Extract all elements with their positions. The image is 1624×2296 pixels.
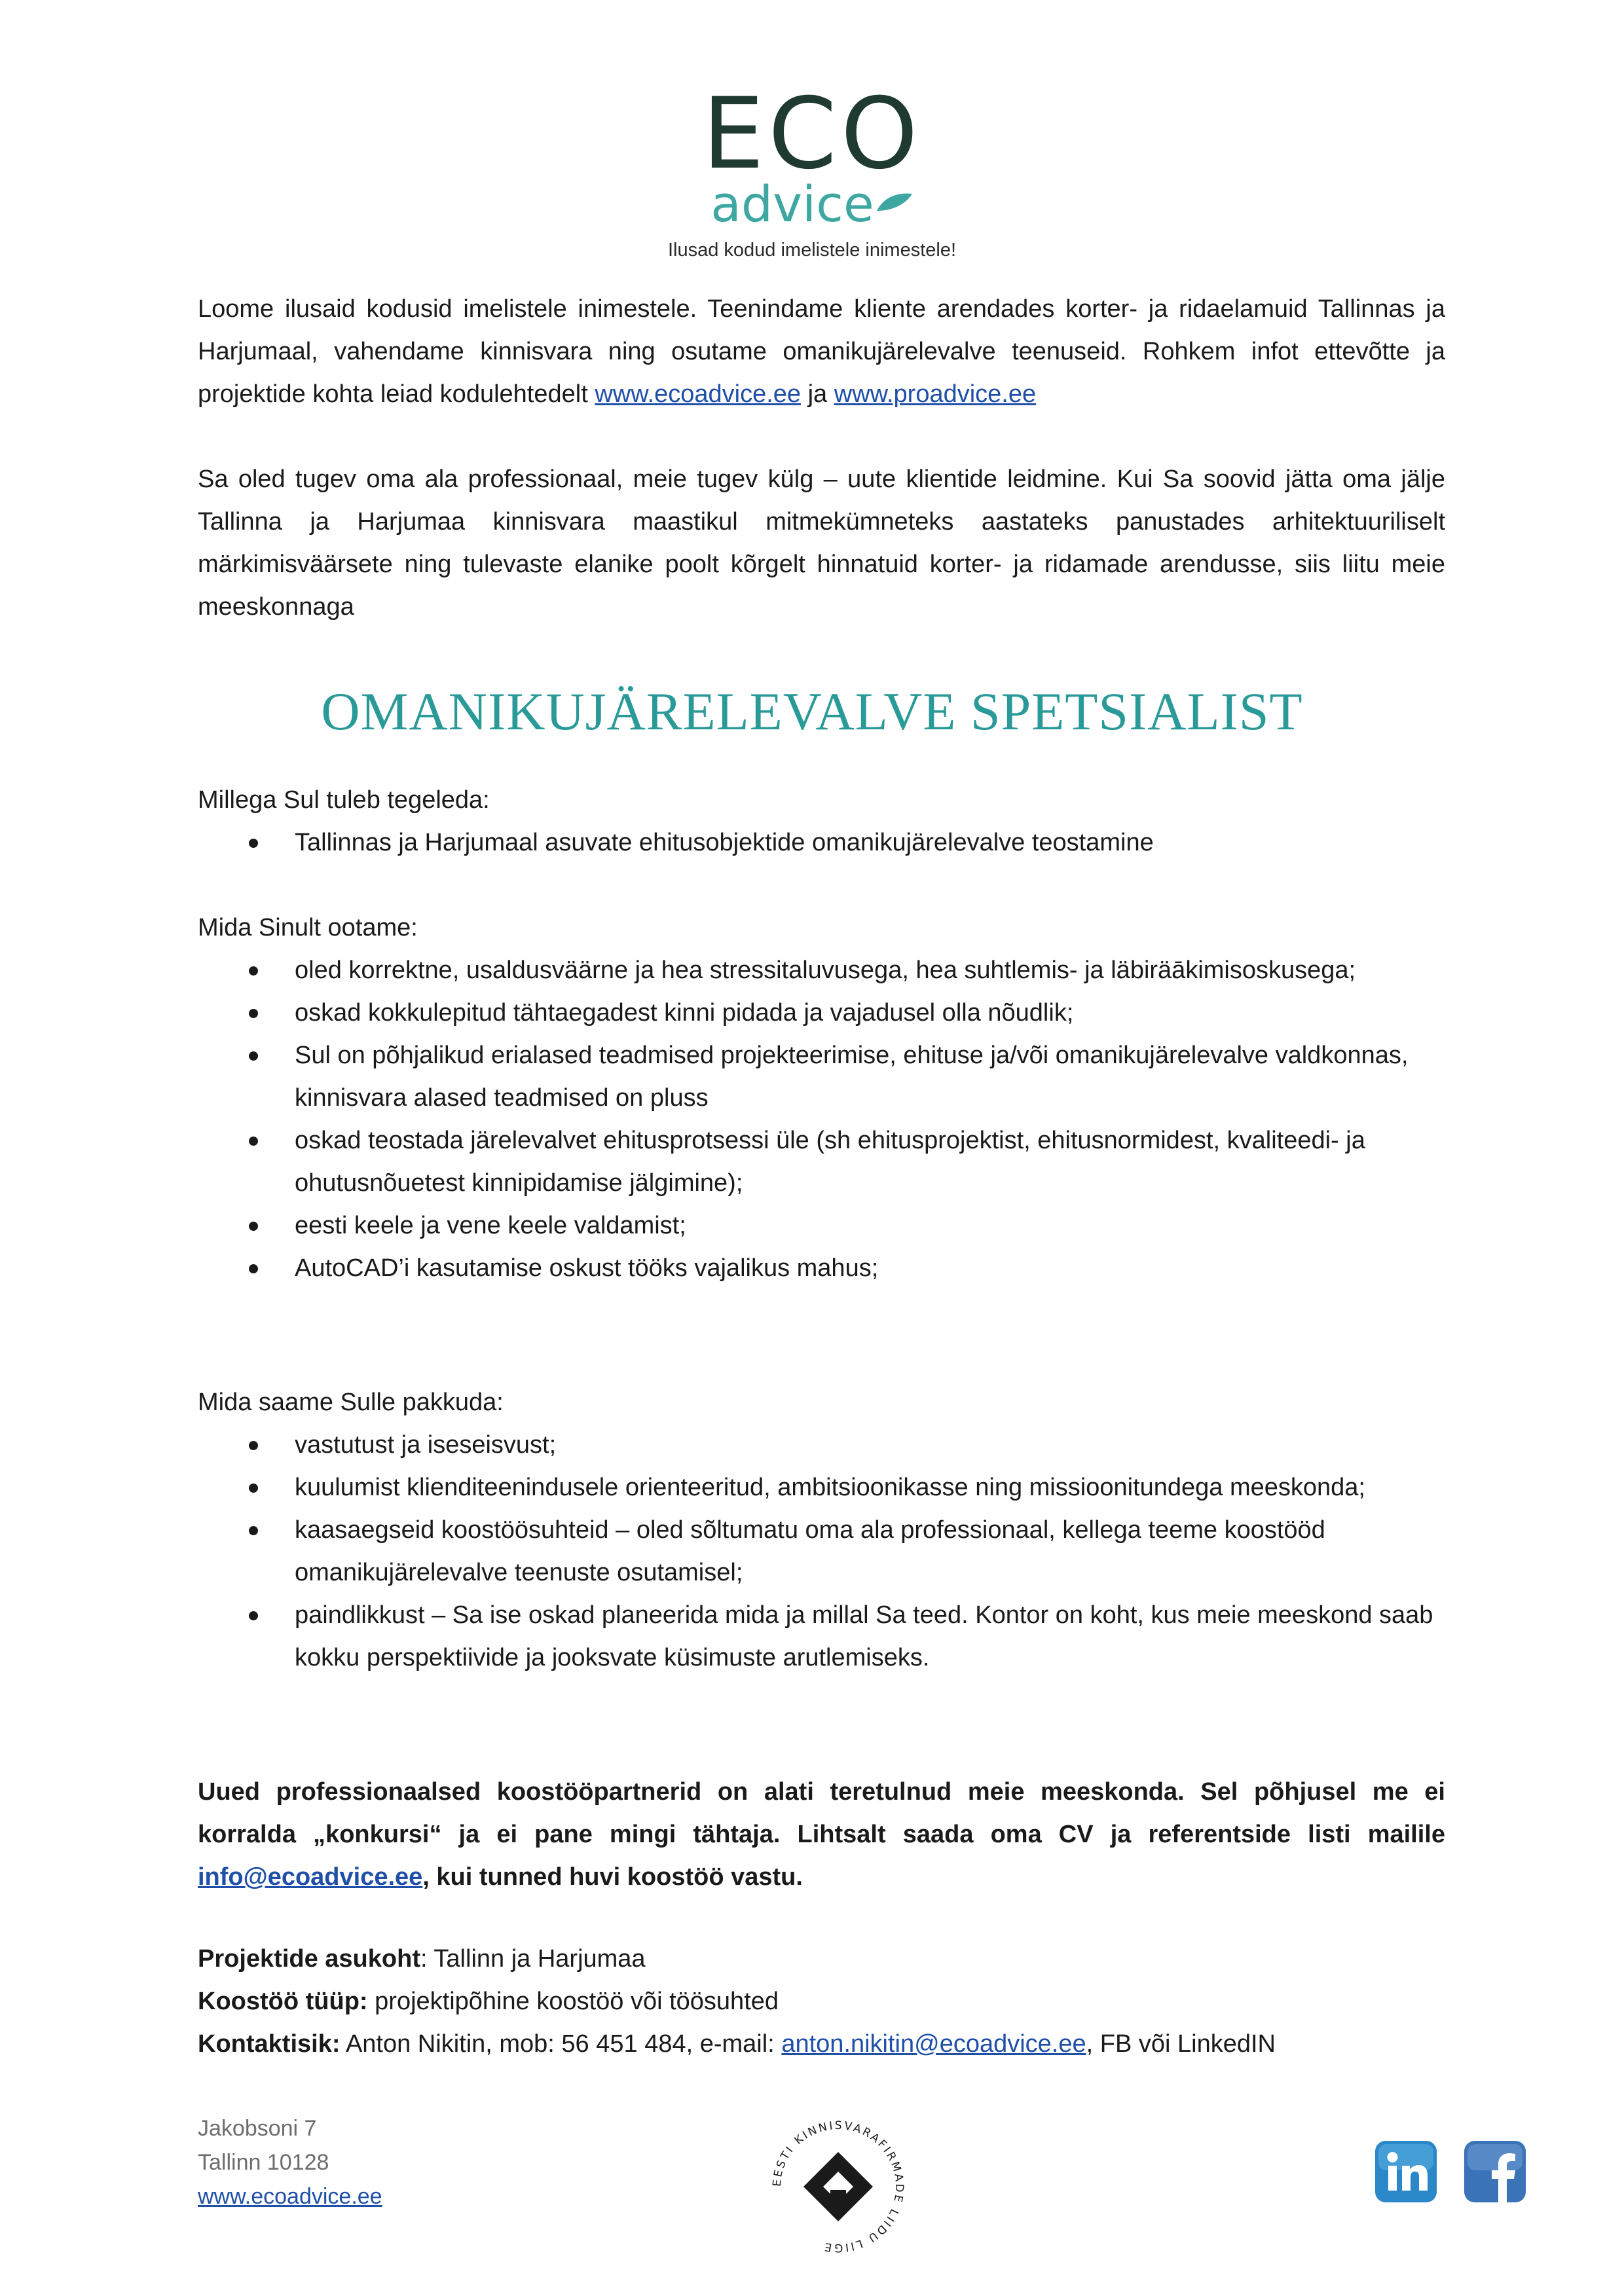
contact-value: Anton Nikitin, mob: 56 451 484, e-mail:	[340, 2030, 782, 2058]
location-value: Tallinn ja Harjumaa	[434, 1945, 646, 1973]
bullet-icon	[249, 1526, 258, 1535]
contact-tail: , FB või LinkedIN	[1086, 2030, 1276, 2058]
footer-street: Jakobsoni 7	[198, 2116, 317, 2141]
linkedin-icon[interactable]	[1374, 2140, 1438, 2204]
list-item-text: Tallinnas ja Harjumaal asuvate ehitusobjektide omanikujärelevalve teostamine	[295, 829, 1154, 856]
requirements-list	[198, 949, 1445, 1290]
list-item	[198, 992, 1445, 1034]
requirements-heading: Mida Sinult ootame:	[198, 914, 418, 941]
info-email-link[interactable]: info@ecoadvice.ee	[198, 1863, 423, 1891]
location-separator: :	[420, 1945, 434, 1973]
duties-heading: Millega Sul tuleb tegeleda:	[198, 786, 490, 814]
footer-city: Tallinn 10128	[198, 2150, 329, 2175]
list-item-text: oled korrektne, usaldusväärne ja hea stressitaluvusega, hea suhtlemis- ja läbiräākimisoskusega;	[295, 957, 1356, 984]
footer-website-link[interactable]: www.ecoadvice.ee	[198, 2184, 382, 2209]
list-item	[198, 1509, 1445, 1594]
bullet-icon	[249, 1484, 258, 1493]
list-item-text: oskad teostada järelevalvet ehitusprotsessi üle (sh ehitusprojektist, ehitusnormidest, kvaliteedi- ja ohutusnõuetest kinnipidamise jälgimine);	[295, 1127, 1365, 1197]
leaf-icon	[876, 192, 913, 212]
offer-list	[198, 1424, 1445, 1679]
list-item-text: vastutust ja iseseisvust;	[295, 1431, 557, 1459]
bullet-icon	[249, 1051, 258, 1061]
closing-paragraph	[198, 1771, 1445, 1899]
list-item	[198, 1424, 1445, 1467]
logo-advice-text	[710, 175, 913, 233]
list-item-text: paindlikkust – Sa ise oskad planeerida mida ja millal Sa teed. Kontor on koht, kus meie meeskond saab kokku perspektiivide ja jooksvate küsimuste arutlemiseks.	[295, 1601, 1433, 1671]
list-item	[198, 949, 1445, 992]
seal-text: EESTI KINNISVARAFIRMADE LIIDU LIIGE	[770, 2119, 906, 2255]
contact-label: Kontaktisik:	[198, 2030, 341, 2058]
logo-eco-text: ECO	[702, 77, 922, 191]
bullet-icon	[249, 1611, 258, 1620]
type-value: projektipõhine koostöö või töösuhted	[367, 1988, 779, 2015]
offer-heading: Mida saame Sulle pakkuda:	[198, 1389, 504, 1416]
bullet-icon	[249, 1441, 258, 1450]
closing-tail: , kui tunned huvi koostöö vastu.	[422, 1863, 803, 1891]
facebook-icon[interactable]	[1463, 2140, 1527, 2204]
footer-address	[198, 2111, 382, 2214]
ecoadvice-link[interactable]: www.ecoadvice.ee	[595, 380, 802, 408]
bullet-icon	[249, 1222, 258, 1231]
list-item-text: Sul on põhjalikud erialased teadmised projekteerimise, ehituse ja/või omanikujärelevalve valdkonnas, kinnisvara alased teadmised on pluss	[295, 1042, 1409, 1112]
proadvice-link[interactable]: www.proadvice.ee	[834, 380, 1037, 408]
list-item-text: AutoCAD’i kasutamise oskust tööks vajalikus mahus;	[295, 1254, 879, 1282]
bullet-icon	[249, 1264, 258, 1273]
offer-section	[198, 1381, 1445, 1679]
location-row	[198, 1938, 1445, 1980]
closing-text: Uued professionaalsed koostööpartnerid on alati teretulnud meie meeskonda. Sel põhjusel me ei korralda „konkursi“ ja ei pane mingi tähtaja. Lihtsalt saada oma CV ja referentside listi mailile	[198, 1778, 1445, 1848]
list-item-text: oskad kokkulepitud tähtaegadest kinni pidada ja vajadusel olla nõudlik;	[295, 999, 1074, 1027]
location-label: Projektide asukoht	[198, 1945, 420, 1973]
type-row	[198, 1980, 1445, 2023]
type-label: Koostöö tüüp:	[198, 1988, 368, 2015]
list-item-text: kaasaegseid koostöösuhteid – oled sõltumatu oma ala professionaal, kellega teeme koostööd omanikujärelevalve teenuste osutamisel;	[295, 1516, 1325, 1586]
job-title: OMANIKUJÄRELEVALVE SPETSIALIST	[321, 682, 1303, 741]
bullet-icon	[249, 1137, 258, 1146]
intro-and: ja	[801, 380, 834, 408]
intro-text: Loome ilusaid kodusid imelistele inimestele. Teenindame kliente arendades korter- ja ridaelamuid Tallinnas ja Harjumaal, vahendame kinnisvara ning osutame omanikujärelevalve teenuseid. Rohkem infot ettevõtte ja projektide kohta leiad kodulehtedelt	[198, 295, 1445, 408]
association-seal-icon	[763, 2111, 913, 2262]
bullet-icon	[249, 839, 258, 848]
intro2-section	[198, 458, 1445, 629]
requirements-section	[198, 907, 1445, 1290]
duties-list	[198, 822, 1445, 864]
list-item	[198, 1205, 1445, 1247]
list-item-text: eesti keele ja vene keele valdamist;	[295, 1212, 686, 1239]
bullet-icon	[249, 966, 258, 975]
facts-section	[198, 1938, 1445, 2066]
bullet-icon	[249, 1009, 258, 1018]
list-item	[198, 1034, 1445, 1120]
logo-tagline: Ilusad kodud imelistele inimestele!	[667, 240, 957, 261]
intro-paragraph	[198, 288, 1445, 416]
list-item	[198, 822, 1445, 864]
contact-email-link[interactable]: anton.nikitin@ecoadvice.ee	[781, 2030, 1086, 2058]
intro-section	[198, 288, 1445, 416]
closing-section	[198, 1771, 1445, 1899]
list-item-text: kuulumist klienditeenindusele orienteeritud, ambitsioonikasse ning missioonitundega meeskonda;	[295, 1474, 1365, 1501]
list-item	[198, 1120, 1445, 1205]
contact-row	[198, 2023, 1445, 2066]
list-item	[198, 1247, 1445, 1290]
intro2-paragraph: Sa oled tugev oma ala professionaal, meie tugev külg – uute klientide leidmine. Kui Sa soovid jätta oma jälje Tallinna ja Harjumaa kinnisvara maastikul mitmekümneteks aastateks panustades arhitektuuriliselt märkimisväärsete ning tulevaste elanike poolt kõrgelt hinnatuid korter- ja ridamade arendusse, siis liitu meie meeskonnaga	[198, 465, 1445, 621]
list-item	[198, 1594, 1445, 1679]
company-logo	[0, 77, 1624, 261]
logo-advice-word: advice	[710, 175, 874, 233]
duties-section	[198, 779, 1445, 864]
list-item	[198, 1467, 1445, 1509]
